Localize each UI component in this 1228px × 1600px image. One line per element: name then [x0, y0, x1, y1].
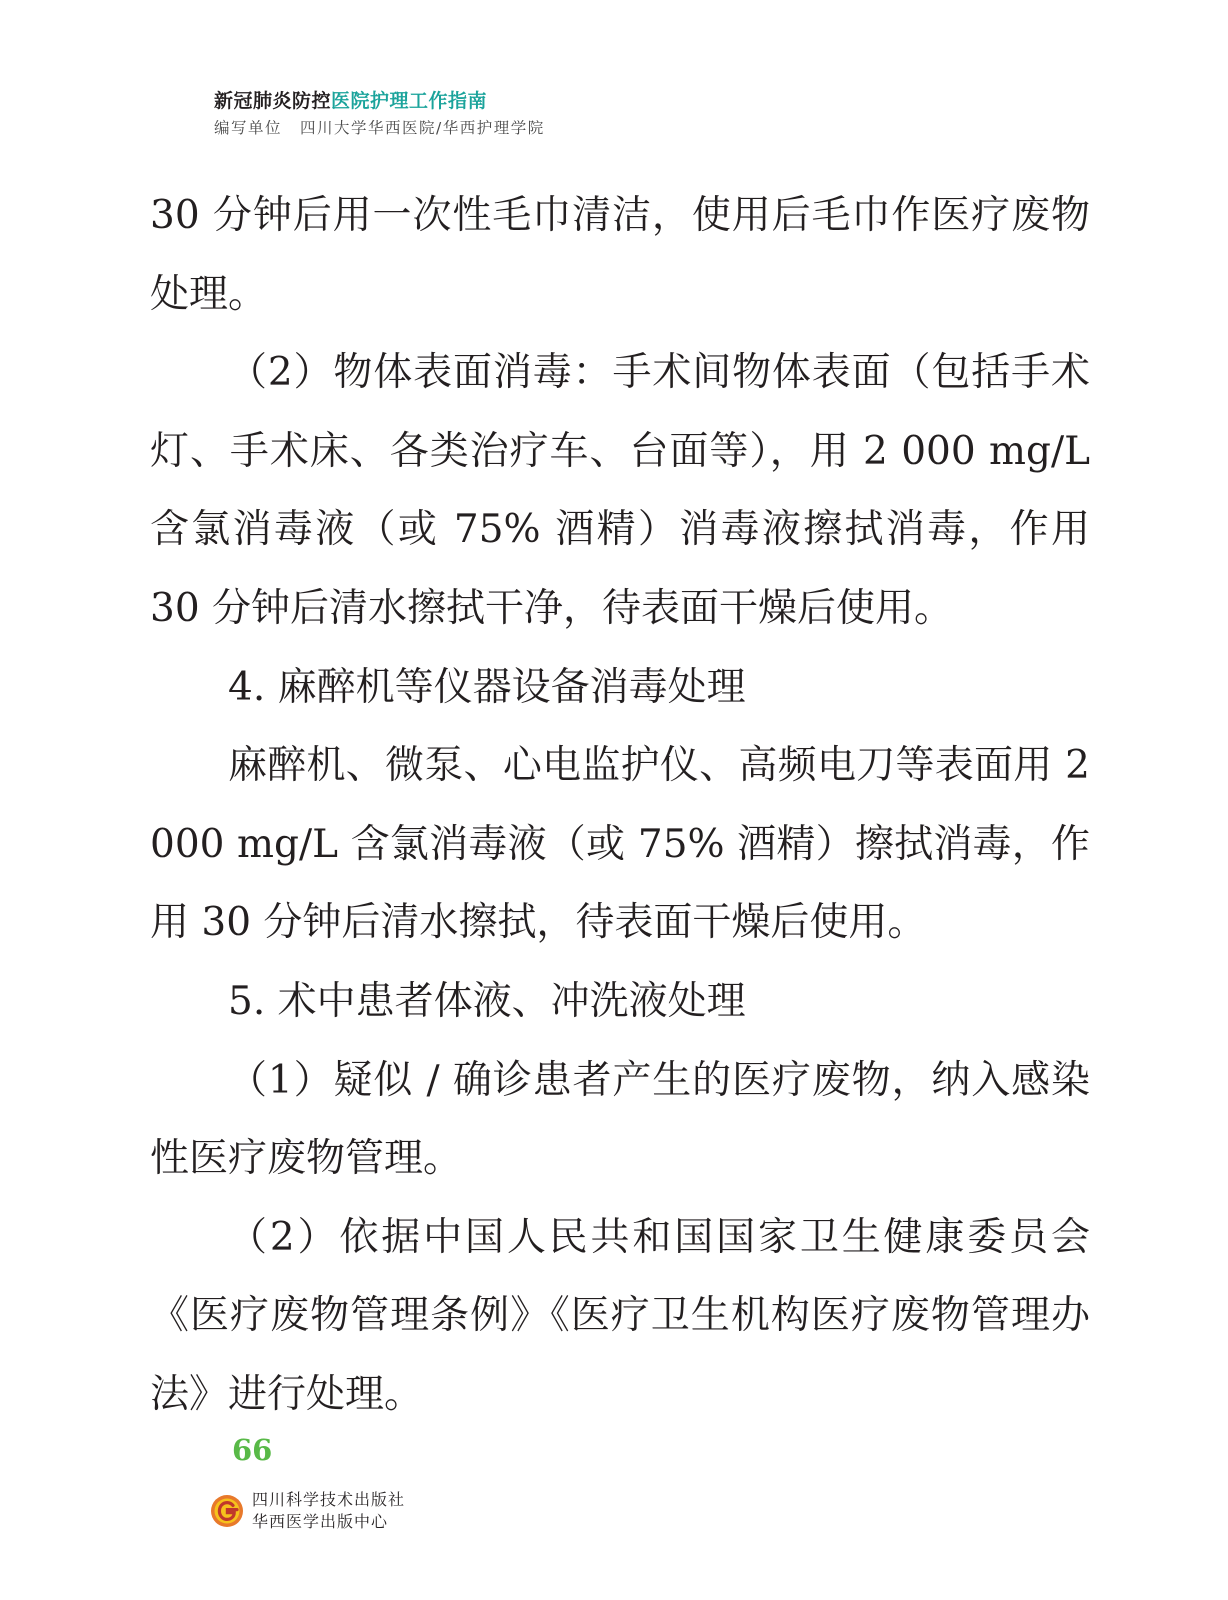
- page-number: 66: [232, 1433, 273, 1467]
- publisher-name: [252, 1489, 405, 1533]
- running-header: [214, 88, 1014, 140]
- paragraph: 30 分钟后用一次性毛巾清洁，使用后毛巾作医疗废物处理。: [150, 193, 1090, 317]
- paragraph: 麻醉机、微泵、心电监护仪、高频电刀等表面用 2 000 mg/L 含氯消毒液（或 75% 酒精）擦拭消毒，作用 30 分钟后清水擦拭，待表面干燥后使用。: [150, 743, 1090, 946]
- publisher-logo-icon: [210, 1494, 244, 1528]
- paragraph: （2）依据中国人民共和国国家卫生健康委员会《医疗废物管理条例》《医疗卫生机构医疗废物管理办法》进行处理。: [150, 1214, 1090, 1417]
- compiler-line: [214, 116, 1014, 140]
- section-heading: 5. 术中患者体液、冲洗液处理: [228, 978, 746, 1024]
- publisher-footer: [210, 1489, 405, 1533]
- book-title: [214, 88, 1014, 114]
- paragraph: （2）物体表面消毒：手术间物体表面（包括手术灯、手术床、各类治疗车、台面等），用 2 000 mg/L 含氯消毒液（或 75% 酒精）消毒液擦拭消毒，作用 30 分钟后清水擦拭干净，待表面干燥后使用。: [150, 350, 1090, 631]
- book-title-prefix: 新冠肺炎防控: [214, 90, 332, 112]
- publisher-line-2: 华西医学出版中心: [252, 1512, 389, 1531]
- publisher-line-1: 四川科学技术出版社: [252, 1490, 406, 1509]
- compiler-name: 四川大学华西医院/华西护理学院: [300, 119, 545, 137]
- section-heading: 4. 麻醉机等仪器设备消毒处理: [228, 664, 746, 710]
- compiler-label: 编写单位: [214, 119, 283, 137]
- body-text: [150, 177, 1090, 1435]
- paragraph: （1）疑似 / 确诊患者产生的医疗废物，纳入感染性医疗废物管理。: [150, 1057, 1090, 1182]
- book-title-accent: 医院护理工作指南: [331, 90, 488, 112]
